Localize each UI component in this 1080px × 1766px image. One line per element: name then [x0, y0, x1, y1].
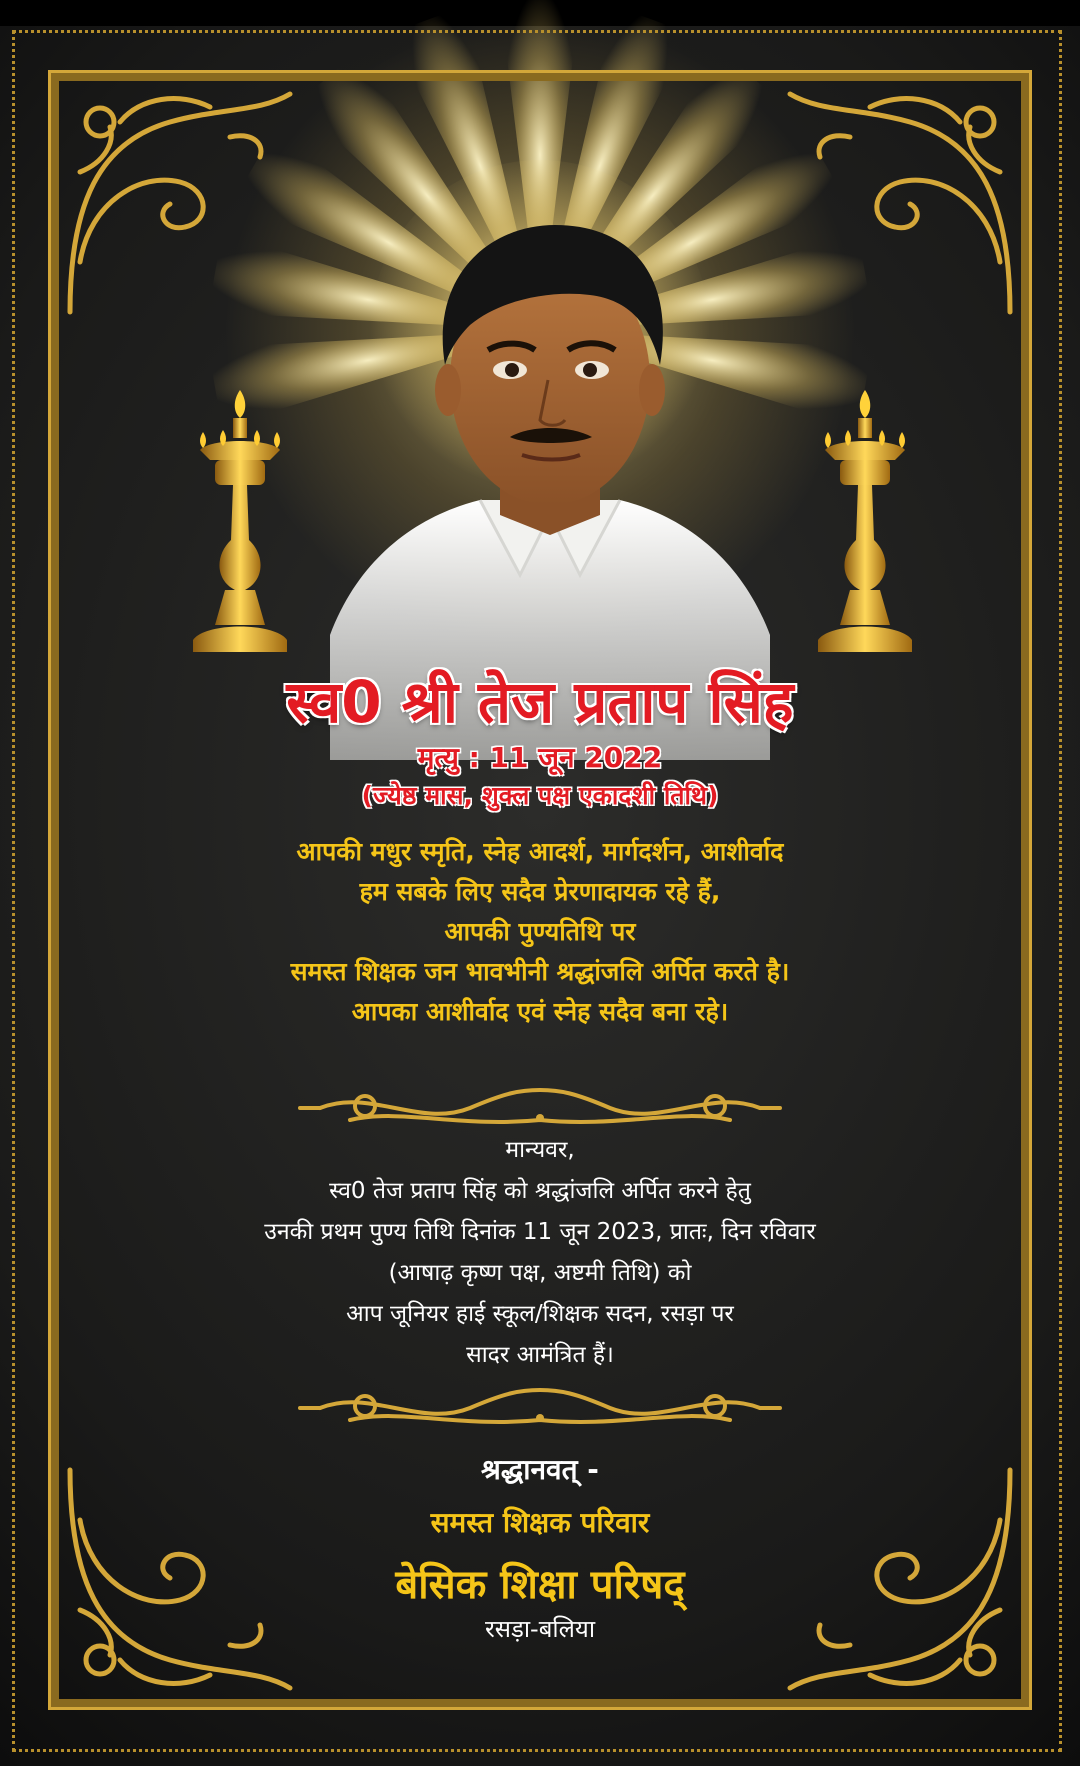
- invitation-message: [0, 1130, 1080, 1376]
- invite-line: मान्यवर,: [505, 1137, 575, 1163]
- tribute-line: आपका आशीर्वाद एवं स्नेह सदैव बना रहे।: [351, 997, 729, 1026]
- tribute-message: [0, 832, 1080, 1032]
- oil-lamp-left-icon: [185, 390, 295, 660]
- invite-line: उनकी प्रथम पुण्य तिथि दिनांक 11 जून 2023, प्रातः, दिन रविवार: [264, 1219, 816, 1245]
- invite-line: आप जूनियर हाई स्कूल/शिक्षक सदन, रसड़ा पर: [346, 1301, 734, 1327]
- invite-line: सादर आमंत्रित हैं।: [466, 1342, 614, 1368]
- tribute-line: आपकी मधुर स्मृति, स्नेह आदर्श, मार्गदर्शन, आशीर्वाद: [296, 837, 784, 866]
- sign-organization: बेसिक शिक्षा परिषद्: [395, 1562, 685, 1608]
- invite-line: (आषाढ़ कृष्ण पक्ष, अष्टमी तिथि) को: [388, 1260, 692, 1286]
- sign-group: समस्त शिक्षक परिवार: [430, 1506, 650, 1539]
- tribute-line: समस्त शिक्षक जन भावभीनी श्रद्धांजलि अर्पित करते है।: [290, 957, 790, 986]
- sign-place: रसड़ा-बलिया: [484, 1615, 596, 1643]
- oil-lamp-right-icon: [810, 390, 920, 660]
- deceased-name: स्व0 श्री तेज प्रताप सिंह: [286, 668, 794, 736]
- tribute-line: हम सबके लिए सदैव प्रेरणादायक रहे हैं,: [359, 877, 721, 906]
- corner-ornament-top-right: [780, 82, 1020, 322]
- tribute-line: आपकी पुण्यतिथि पर: [444, 917, 636, 946]
- flourish-divider-bottom: [290, 1378, 790, 1438]
- flourish-divider-top: [290, 1078, 790, 1138]
- sign-prefix: श्रद्धानवत् -: [481, 1453, 599, 1486]
- invite-line: स्व0 तेज प्रताप सिंह को श्रद्धांजलि अर्पित करने हेतु: [329, 1178, 751, 1204]
- death-tithi: (ज्येष्ठ मास, शुक्ल पक्ष एकादशी तिथि): [361, 781, 719, 810]
- corner-ornament-top-left: [60, 82, 300, 322]
- death-date: मृत्यु : 11 जून 2022: [417, 741, 663, 774]
